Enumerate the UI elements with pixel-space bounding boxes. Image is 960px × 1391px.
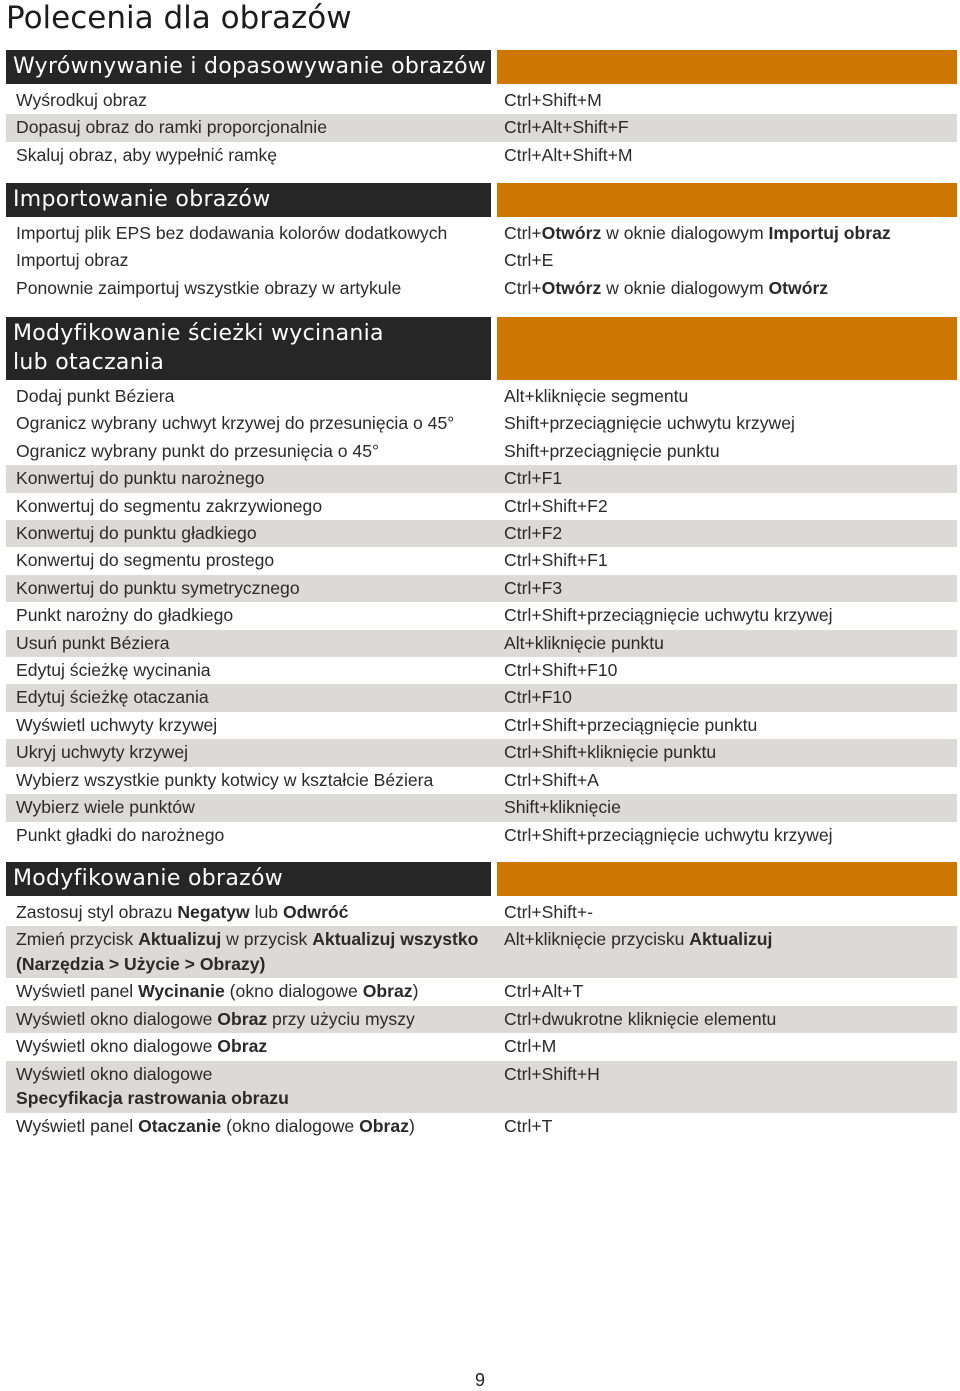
shortcut-row [6, 1033, 957, 1060]
shortcut-row [6, 1113, 957, 1140]
shortcut-row [6, 767, 957, 794]
section-header [6, 50, 957, 84]
shortcut-row [6, 822, 957, 849]
shortcut-row [6, 114, 957, 141]
shortcut-key: Ctrl+dwukrotne kliknięcie elementu [504, 1008, 777, 1029]
shortcut-key: Alt+kliknięcie punktu [504, 632, 664, 653]
command-label: Skaluj obraz, aby wypełnić ramkę [16, 144, 278, 165]
section-accent-bar [497, 183, 957, 217]
command-label: Ponownie zaimportuj wszystkie obrazy w artykule [16, 277, 402, 298]
command-label: Punkt gładki do narożnego [16, 824, 225, 845]
shortcut-key: Ctrl+Shift+F1 [504, 550, 608, 571]
command-label: Wyświetl panel Wycinanie (okno dialogowe Obraz) [16, 981, 419, 1002]
command-label: Zmień przycisk Aktualizuj w przycisk Aktualizuj wszystko (Narzędzia > Użycie > Obrazy) [16, 929, 479, 974]
command-label: Dodaj punkt Béziera [16, 386, 175, 406]
shortcut-row [6, 657, 957, 684]
section-modifying-images [6, 862, 957, 1140]
command-label: Edytuj ścieżkę wycinania [16, 660, 211, 681]
shortcut-row [6, 899, 957, 926]
command-label: Wybierz wiele punktów [16, 797, 195, 818]
shortcut-row [6, 465, 957, 492]
shortcut-row [6, 383, 957, 410]
page-number: 9 [474, 1370, 485, 1390]
shortcut-row [6, 142, 957, 169]
command-label: Konwertuj do punktu gładkiego [16, 523, 257, 544]
command-label: Dopasuj obraz do ramki proporcjonalnie [16, 117, 327, 138]
command-label: Ogranicz wybrany uchwyt krzywej do przesunięcia o 45° [16, 413, 455, 434]
command-label: Wyświetl uchwyty krzywej [16, 714, 218, 735]
shortcut-key: Ctrl+Otwórz w oknie dialogowym Importuj obraz [504, 223, 891, 243]
shortcut-key: Ctrl+Alt+Shift+F [504, 117, 629, 138]
shortcut-row [6, 247, 957, 274]
section-accent-bar [497, 862, 957, 896]
shortcut-key: Ctrl+Shift+A [504, 769, 599, 790]
shortcut-key: Ctrl+T [504, 1115, 553, 1136]
shortcut-row [6, 547, 957, 574]
command-label: Ogranicz wybrany punkt do przesunięcia o 45° [16, 440, 380, 461]
shortcut-key: Ctrl+F2 [504, 523, 563, 544]
section-header [6, 183, 957, 217]
section-title: Wyrównywanie i dopasowywanie obrazów [6, 50, 491, 84]
section-importing [6, 183, 957, 302]
shortcut-row [6, 87, 957, 114]
section-alignment [6, 50, 957, 169]
shortcut-key: Ctrl+Shift+przeciągnięcie punktu [504, 714, 758, 735]
shortcut-key: Ctrl+Shift+M [504, 90, 602, 110]
command-label: Ukryj uchwyty krzywej [16, 742, 189, 763]
shortcut-key: Ctrl+M [504, 1036, 557, 1057]
command-label: Importuj plik EPS bez dodawania kolorów dodatkowych [16, 223, 448, 243]
command-label: Wyświetl okno dialogowe Obraz [16, 1036, 268, 1057]
command-label: Wyśrodkuj obraz [16, 90, 147, 110]
command-label: Konwertuj do punktu narożnego [16, 468, 265, 489]
shortcut-key: Shift+kliknięcie [504, 797, 621, 818]
shortcut-row [6, 438, 957, 465]
section-title: Modyfikowanie obrazów [6, 862, 491, 896]
command-label: Wyświetl okno dialogowe Specyfikacja rastrowania obrazu [16, 1063, 289, 1109]
command-label: Edytuj ścieżkę otaczania [16, 687, 209, 708]
shortcut-key: Ctrl+Shift+przeciągnięcie uchwytu krzywej [504, 605, 833, 626]
shortcut-key: Shift+przeciągnięcie punktu [504, 440, 720, 461]
command-label: Konwertuj do punktu symetrycznego [16, 577, 300, 598]
shortcut-row [6, 575, 957, 602]
command-label: Usuń punkt Béziera [16, 632, 170, 653]
section-title: Importowanie obrazów [6, 183, 491, 217]
command-label: Wybierz wszystkie punkty kotwicy w kształcie Béziera [16, 769, 434, 790]
shortcut-key: Ctrl+Shift+- [504, 902, 593, 922]
section-title: Modyfikowanie ścieżki wycinania lub otaczania [6, 317, 491, 380]
shortcut-key: Ctrl+F10 [504, 687, 572, 708]
command-label: Zastosuj styl obrazu Negatyw lub Odwróć [16, 902, 349, 922]
section-accent-bar [497, 50, 957, 84]
shortcut-key: Ctrl+Shift+F2 [504, 495, 608, 516]
shortcut-row [6, 794, 957, 821]
shortcut-key: Ctrl+E [504, 250, 554, 271]
command-label: Konwertuj do segmentu prostego [16, 550, 275, 571]
shortcut-row [6, 684, 957, 711]
command-label: Punkt narożny do gładkiego [16, 605, 234, 626]
shortcut-row [6, 1006, 957, 1033]
section-header [6, 862, 957, 896]
shortcut-row [6, 220, 957, 247]
shortcut-key: Ctrl+Shift+przeciągnięcie uchwytu krzywej [504, 824, 833, 845]
shortcut-row [6, 926, 957, 978]
shortcut-key: Ctrl+Shift+F10 [504, 660, 618, 681]
command-label: Wyświetl okno dialogowe Obraz przy użyciu myszy [16, 1008, 415, 1029]
shortcut-key: Ctrl+F1 [504, 468, 563, 489]
shortcut-row [6, 739, 957, 766]
section-clipping-path [6, 317, 957, 849]
shortcut-row [6, 602, 957, 629]
shortcut-key: Alt+kliknięcie segmentu [504, 386, 689, 406]
shortcut-row [6, 1061, 957, 1113]
page-title: Polecenia dla obrazów [6, 0, 352, 36]
shortcut-row [6, 978, 957, 1005]
shortcut-key: Ctrl+Shift+kliknięcie punktu [504, 742, 717, 763]
section-accent-bar [497, 317, 957, 380]
shortcut-row [6, 493, 957, 520]
shortcut-row [6, 520, 957, 547]
shortcut-key: Ctrl+Otwórz w oknie dialogowym Otwórz [504, 277, 829, 298]
shortcut-key: Alt+kliknięcie przycisku Aktualizuj [504, 929, 773, 950]
shortcut-row [6, 630, 957, 657]
command-label: Wyświetl panel Otaczanie (okno dialogowe Obraz) [16, 1115, 415, 1136]
shortcut-key: Ctrl+Alt+T [504, 981, 584, 1002]
shortcut-key: Ctrl+Alt+Shift+M [504, 144, 633, 165]
shortcut-row [6, 712, 957, 739]
shortcut-key: Shift+przeciągnięcie uchwytu krzywej [504, 413, 795, 434]
shortcut-key: Ctrl+Shift+H [504, 1063, 600, 1084]
section-header [6, 317, 957, 380]
shortcut-row [6, 275, 957, 302]
command-label: Konwertuj do segmentu zakrzywionego [16, 495, 323, 516]
shortcut-row [6, 410, 957, 437]
command-label: Importuj obraz [16, 250, 129, 271]
shortcut-key: Ctrl+F3 [504, 577, 563, 598]
